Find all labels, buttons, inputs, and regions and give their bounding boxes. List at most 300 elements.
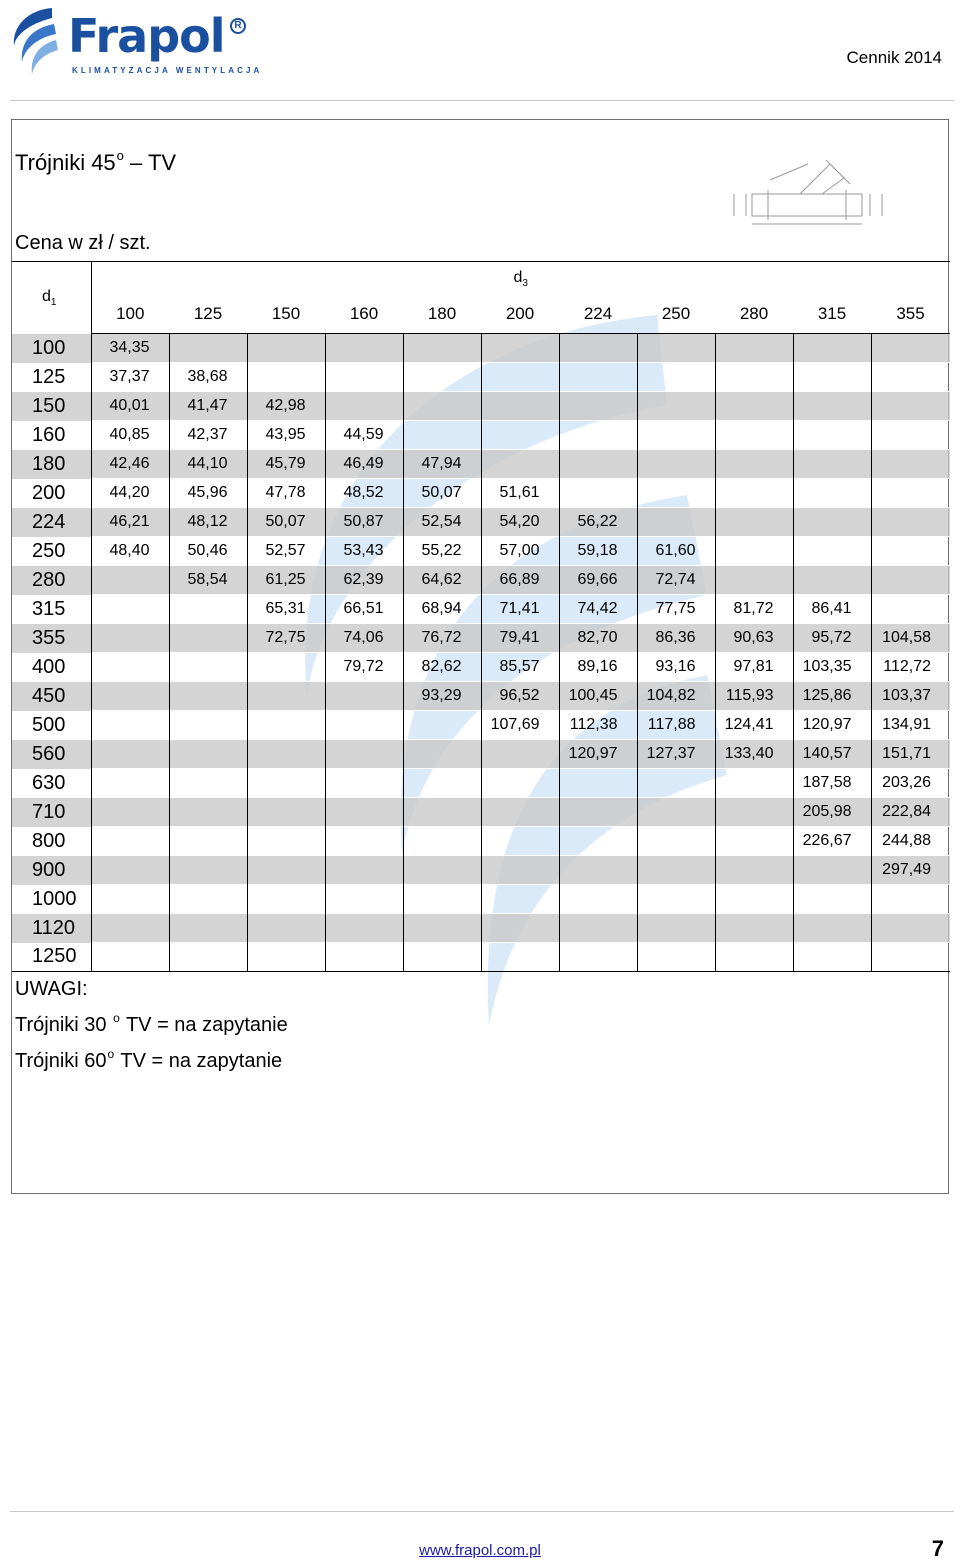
column-header-d3-224: 224 — [559, 296, 637, 334]
price-cell — [637, 508, 715, 537]
row-label-d1: 800 — [32, 829, 66, 852]
price-cell — [403, 711, 481, 740]
price-cell: 55,22 — [403, 537, 481, 566]
d1-header — [12, 262, 91, 334]
price-cell: 93,16 — [637, 653, 715, 682]
row-label-d1: 900 — [12, 856, 91, 885]
price-cell: 42,98 — [247, 392, 325, 421]
column-header-d3-315: 315 — [793, 296, 871, 334]
price-cell — [169, 653, 247, 682]
column-header-d3-125: 125 — [169, 296, 247, 334]
price-cell — [637, 450, 715, 479]
note-60-degree: o — [107, 1047, 115, 1061]
price-cell — [247, 653, 325, 682]
price-unit-label: Cena w zł / szt. — [15, 232, 151, 254]
price-cell — [793, 334, 871, 363]
price-cell — [325, 885, 403, 914]
price-cell: 203,26 — [871, 769, 950, 798]
row-label-d1: 560 — [12, 740, 91, 769]
price-cell: 96,52 — [481, 682, 559, 711]
price-cell — [247, 798, 325, 827]
table-row — [12, 624, 950, 653]
price-cell — [325, 827, 403, 856]
price-cell — [871, 450, 950, 479]
price-cell: 62,39 — [325, 566, 403, 595]
d3-header — [91, 262, 950, 296]
price-cell — [715, 885, 793, 914]
footer-website-link[interactable]: www.frapol.com.pl — [419, 1542, 541, 1559]
table-row — [12, 363, 950, 392]
content-frame — [11, 119, 949, 1194]
tee-drawing-icon — [730, 150, 902, 230]
price-cell — [169, 711, 247, 740]
price-cell — [91, 595, 169, 624]
price-cell: 42,46 — [91, 450, 169, 479]
price-cell: 74,06 — [325, 624, 403, 653]
row-label-d1: 1250 — [12, 943, 91, 972]
price-list-label: Cennik 2014 — [846, 48, 942, 67]
price-cell: 112,38 — [559, 711, 637, 740]
price-cell: 82,62 — [403, 653, 481, 682]
price-cell: 40,01 — [91, 392, 169, 421]
table-row — [12, 856, 950, 885]
price-cell — [793, 943, 871, 972]
price-cell — [715, 914, 793, 943]
price-cell: 61,60 — [637, 537, 715, 566]
table-row — [12, 479, 950, 508]
price-cell — [637, 856, 715, 885]
price-cell — [637, 798, 715, 827]
price-cell — [247, 682, 325, 711]
price-cell: 74,42 — [559, 595, 637, 624]
price-cell: 41,47 — [169, 392, 247, 421]
price-cell: 47,78 — [247, 479, 325, 508]
price-cell — [481, 392, 559, 421]
price-cell — [793, 479, 871, 508]
price-cell — [169, 798, 247, 827]
price-cell: 46,21 — [91, 508, 169, 537]
price-cell: 34,35 — [91, 334, 169, 363]
price-cell: 117,88 — [637, 711, 715, 740]
price-cell: 52,54 — [403, 508, 481, 537]
price-cell: 42,37 — [169, 421, 247, 450]
price-cell — [169, 943, 247, 972]
price-cell — [403, 740, 481, 769]
price-cell: 93,29 — [403, 682, 481, 711]
d3-label: d — [513, 268, 523, 286]
price-cell — [871, 566, 950, 595]
price-cell: 82,70 — [559, 624, 637, 653]
page-title — [15, 148, 176, 176]
price-cell: 48,40 — [91, 537, 169, 566]
price-cell: 103,35 — [793, 653, 871, 682]
row-label-d1: 150 — [12, 392, 91, 421]
table-row — [12, 334, 950, 363]
price-cell — [91, 856, 169, 885]
price-cell: 51,61 — [481, 479, 559, 508]
price-cell — [481, 450, 559, 479]
price-cell: 104,58 — [871, 624, 950, 653]
table-row — [12, 943, 950, 972]
price-cell — [91, 769, 169, 798]
row-label-d1: 315 — [32, 597, 66, 620]
price-cell — [871, 914, 950, 943]
price-cell: 81,72 — [715, 595, 793, 624]
price-cell: 37,37 — [91, 363, 169, 392]
price-cell: 226,67 — [793, 827, 871, 856]
price-cell — [793, 421, 871, 450]
price-cell — [715, 769, 793, 798]
price-cell: 205,98 — [793, 798, 871, 827]
price-cell: 48,12 — [169, 508, 247, 537]
price-cell — [559, 943, 637, 972]
price-cell: 66,89 — [481, 566, 559, 595]
price-cell — [325, 798, 403, 827]
price-cell — [793, 537, 871, 566]
table-row — [12, 537, 950, 566]
price-cell — [793, 856, 871, 885]
table-row — [12, 885, 950, 914]
table-row — [12, 827, 950, 856]
price-cell: 76,72 — [403, 624, 481, 653]
price-cell — [169, 769, 247, 798]
price-cell: 133,40 — [715, 740, 793, 769]
column-header-d3-160: 160 — [325, 296, 403, 334]
price-cell: 86,36 — [637, 624, 715, 653]
price-cell — [559, 479, 637, 508]
price-cell — [247, 827, 325, 856]
price-cell — [403, 827, 481, 856]
price-cell — [715, 827, 793, 856]
price-cell — [715, 508, 793, 537]
price-cell — [871, 392, 950, 421]
price-cell — [481, 740, 559, 769]
row-label-d1: 1000 — [32, 887, 77, 910]
price-cell — [637, 334, 715, 363]
table-row — [12, 508, 950, 537]
price-cell — [91, 827, 169, 856]
column-header-d3-280: 280 — [715, 296, 793, 334]
row-label-d1: 200 — [32, 481, 66, 504]
logo-wordmark: Frapol — [68, 9, 225, 63]
price-cell — [793, 450, 871, 479]
price-cell — [325, 856, 403, 885]
registered-mark: R — [230, 18, 246, 34]
d1-subscript: 1 — [50, 296, 57, 308]
price-cell — [247, 740, 325, 769]
page-number: 7 — [931, 1536, 944, 1560]
price-cell — [403, 885, 481, 914]
price-cell — [871, 363, 950, 392]
price-cell: 48,52 — [325, 479, 403, 508]
table-body — [12, 334, 950, 972]
price-cell: 120,97 — [559, 740, 637, 769]
price-cell: 112,72 — [871, 653, 950, 682]
table-row — [12, 392, 950, 421]
price-cell — [247, 363, 325, 392]
price-cell — [715, 450, 793, 479]
price-cell — [793, 392, 871, 421]
price-cell — [481, 798, 559, 827]
price-cell: 68,94 — [403, 595, 481, 624]
price-cell — [481, 334, 559, 363]
note-30-value: TV = na zapytanie — [120, 1014, 288, 1036]
table-row — [12, 682, 950, 711]
price-cell: 65,31 — [247, 595, 325, 624]
d1-label: d — [42, 287, 51, 305]
price-cell: 72,74 — [637, 566, 715, 595]
price-cell: 297,49 — [871, 856, 950, 885]
price-cell: 40,85 — [91, 421, 169, 450]
price-cell — [481, 885, 559, 914]
price-cell — [247, 769, 325, 798]
notes-heading: UWAGI: — [15, 978, 88, 1000]
price-cell — [325, 711, 403, 740]
price-cell — [715, 856, 793, 885]
price-cell: 90,63 — [715, 624, 793, 653]
price-cell — [481, 827, 559, 856]
table-row — [12, 653, 950, 682]
price-cell — [403, 334, 481, 363]
price-cell: 127,37 — [637, 740, 715, 769]
price-cell — [403, 914, 481, 943]
price-cell — [91, 624, 169, 653]
price-cell: 89,16 — [559, 653, 637, 682]
table-header-row — [12, 262, 950, 296]
table-row — [12, 798, 950, 827]
title-degree: o — [116, 148, 124, 163]
table-row — [12, 450, 950, 479]
price-cell — [325, 392, 403, 421]
price-cell — [559, 827, 637, 856]
row-label-d1: 630 — [32, 771, 66, 794]
price-cell — [481, 363, 559, 392]
title-main: Trójniki 45 — [15, 150, 116, 175]
price-cell — [637, 885, 715, 914]
price-cell: 64,62 — [403, 566, 481, 595]
note-30-text: Trójniki 30 — [15, 1014, 113, 1036]
logo-tagline: KLIMATYZACJA WENTYLACJA — [72, 66, 263, 75]
price-cell — [871, 421, 950, 450]
price-cell — [91, 740, 169, 769]
price-cell — [793, 508, 871, 537]
price-cell — [715, 392, 793, 421]
price-cell — [715, 798, 793, 827]
price-cell — [871, 943, 950, 972]
table-row — [12, 595, 950, 624]
price-cell — [91, 653, 169, 682]
price-cell — [325, 740, 403, 769]
price-cell — [169, 827, 247, 856]
price-cell — [91, 711, 169, 740]
price-cell: 38,68 — [169, 363, 247, 392]
price-cell — [559, 885, 637, 914]
price-cell — [637, 943, 715, 972]
price-cell: 44,20 — [91, 479, 169, 508]
price-cell — [325, 363, 403, 392]
row-label-d1: 355 — [12, 624, 91, 653]
price-table — [12, 261, 950, 972]
note-60-value: TV = na zapytanie — [115, 1050, 283, 1072]
price-cell — [715, 479, 793, 508]
price-cell — [247, 334, 325, 363]
price-cell: 103,37 — [871, 682, 950, 711]
price-cell — [91, 682, 169, 711]
price-cell — [403, 363, 481, 392]
table-row — [12, 566, 950, 595]
price-cell: 69,66 — [559, 566, 637, 595]
price-cell: 86,41 — [793, 595, 871, 624]
price-cell — [169, 740, 247, 769]
row-label-d1: 400 — [32, 655, 66, 678]
price-cell: 97,81 — [715, 653, 793, 682]
price-cell — [559, 798, 637, 827]
price-cell: 46,49 — [325, 450, 403, 479]
price-cell: 50,07 — [247, 508, 325, 537]
price-cell — [793, 914, 871, 943]
price-cell: 56,22 — [559, 508, 637, 537]
price-cell — [793, 885, 871, 914]
price-cell — [247, 914, 325, 943]
price-cell — [169, 885, 247, 914]
price-cell — [481, 769, 559, 798]
price-cell: 107,69 — [481, 711, 559, 740]
price-cell: 43,95 — [247, 421, 325, 450]
price-cell: 45,79 — [247, 450, 325, 479]
d3-subscript: 3 — [522, 277, 528, 289]
price-cell — [169, 856, 247, 885]
price-cell — [559, 363, 637, 392]
price-cell — [403, 421, 481, 450]
row-label-d1: 1120 — [12, 914, 91, 943]
frapol-swirl-icon — [8, 6, 66, 76]
price-cell: 120,97 — [793, 711, 871, 740]
price-cell — [871, 479, 950, 508]
price-cell — [637, 363, 715, 392]
price-cell — [325, 943, 403, 972]
price-cell: 85,57 — [481, 653, 559, 682]
table-column-header-row — [12, 296, 950, 334]
price-cell — [715, 537, 793, 566]
price-cell: 115,93 — [715, 682, 793, 711]
price-cell — [403, 769, 481, 798]
price-cell: 140,57 — [793, 740, 871, 769]
price-cell — [715, 943, 793, 972]
price-cell — [325, 769, 403, 798]
price-cell — [403, 798, 481, 827]
price-cell: 100,45 — [559, 682, 637, 711]
price-cell — [871, 595, 950, 624]
price-cell: 50,87 — [325, 508, 403, 537]
price-cell: 61,25 — [247, 566, 325, 595]
price-cell — [559, 856, 637, 885]
price-cell — [403, 856, 481, 885]
price-cell — [247, 885, 325, 914]
row-label-d1: 160 — [32, 423, 66, 446]
price-cell — [91, 885, 169, 914]
price-cell — [637, 479, 715, 508]
note-60 — [15, 1040, 288, 1076]
column-header-d3-200: 200 — [481, 296, 559, 334]
price-cell — [325, 334, 403, 363]
frapol-logo — [8, 6, 263, 80]
price-cell — [91, 943, 169, 972]
price-cell — [559, 450, 637, 479]
price-cell — [559, 769, 637, 798]
price-cell — [169, 334, 247, 363]
price-cell — [715, 334, 793, 363]
price-cell — [637, 914, 715, 943]
row-label-d1: 710 — [12, 798, 91, 827]
price-cell — [481, 914, 559, 943]
price-cell — [91, 798, 169, 827]
price-cell — [871, 334, 950, 363]
price-cell — [559, 914, 637, 943]
price-cell: 222,84 — [871, 798, 950, 827]
price-cell: 52,57 — [247, 537, 325, 566]
price-cell: 95,72 — [793, 624, 871, 653]
note-30 — [15, 1004, 288, 1040]
price-cell: 45,96 — [169, 479, 247, 508]
price-cell — [325, 682, 403, 711]
price-cell — [871, 508, 950, 537]
price-cell: 244,88 — [871, 827, 950, 856]
price-cell: 151,71 — [871, 740, 950, 769]
price-cell — [637, 769, 715, 798]
price-cell: 58,54 — [169, 566, 247, 595]
price-cell: 50,46 — [169, 537, 247, 566]
price-cell — [169, 682, 247, 711]
row-label-d1: 224 — [12, 508, 91, 537]
column-header-d3-150: 150 — [247, 296, 325, 334]
price-cell — [559, 392, 637, 421]
price-cell: 72,75 — [247, 624, 325, 653]
price-cell: 47,94 — [403, 450, 481, 479]
column-header-d3-100: 100 — [91, 296, 169, 334]
price-cell — [481, 856, 559, 885]
price-cell: 57,00 — [481, 537, 559, 566]
price-cell: 79,41 — [481, 624, 559, 653]
price-cell — [91, 566, 169, 595]
price-cell — [793, 363, 871, 392]
table-row — [12, 769, 950, 798]
price-cell: 53,43 — [325, 537, 403, 566]
row-label-d1: 500 — [32, 713, 66, 736]
table-row — [12, 740, 950, 769]
price-cell — [325, 914, 403, 943]
price-cell — [481, 421, 559, 450]
note-30-degree: o — [113, 1011, 120, 1025]
note-60-text: Trójniki 60 — [15, 1050, 107, 1072]
column-header-d3-250: 250 — [637, 296, 715, 334]
notes-block — [15, 975, 288, 1076]
price-cell — [169, 914, 247, 943]
column-header-d3-355: 355 — [871, 296, 950, 334]
price-cell: 44,59 — [325, 421, 403, 450]
price-cell: 187,58 — [793, 769, 871, 798]
title-suffix: – TV — [123, 150, 177, 175]
price-cell — [481, 943, 559, 972]
price-cell: 71,41 — [481, 595, 559, 624]
price-cell — [715, 363, 793, 392]
price-cell — [403, 392, 481, 421]
row-label-d1: 450 — [12, 682, 91, 711]
price-cell — [559, 334, 637, 363]
price-cell — [403, 943, 481, 972]
price-cell — [247, 711, 325, 740]
row-label-d1: 180 — [12, 450, 91, 479]
price-cell: 125,86 — [793, 682, 871, 711]
